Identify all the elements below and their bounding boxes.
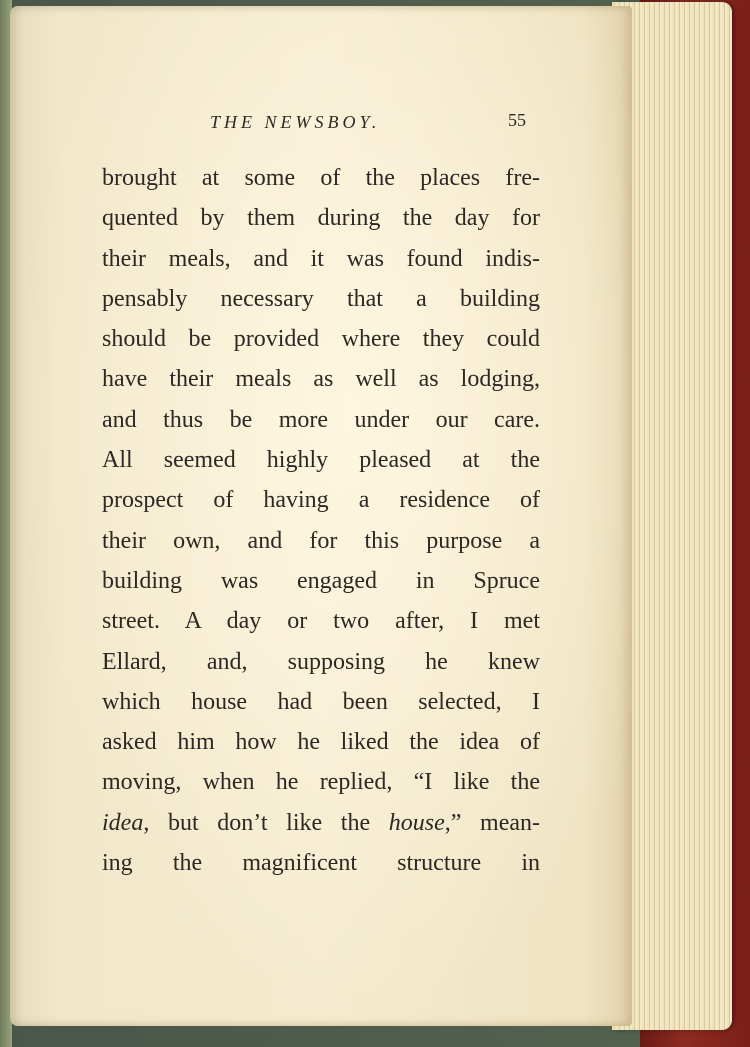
text-line: pensably necessary that a building	[102, 285, 540, 312]
text-line: and thus be more under our care.	[102, 406, 540, 433]
text-line: All seemed highly pleased at the	[102, 447, 540, 474]
text-line: building was engaged in Spruce	[102, 567, 540, 594]
book-page	[10, 6, 632, 1026]
page-number: 55	[508, 110, 526, 130]
text-line: prospect of having a residence of	[102, 487, 540, 514]
text-line: their meals, and it was found indis-	[102, 245, 540, 272]
text-line: ing the magnificent structure in	[102, 850, 540, 877]
text-line: asked him how he liked the idea of	[102, 729, 540, 756]
italic-word-house: house	[388, 809, 445, 836]
text-line: moving, when he replied, “I like the	[102, 769, 540, 796]
running-head: THE NEWSBOY.	[210, 112, 381, 132]
text-line: their own, and for this purpose a	[102, 527, 540, 554]
text-line: street. A day or two after, I met	[102, 608, 540, 635]
text-line-italic	[102, 803, 540, 843]
text-line: have their meals as well as lodging,	[102, 366, 540, 393]
text-line: Ellard, and, supposing he knew	[102, 648, 540, 675]
italic-word-idea: idea	[102, 809, 144, 836]
text-line: should be provided where they could	[102, 326, 540, 353]
text-line: quented by them during the day for	[102, 205, 540, 232]
text-segment: ,” mean-	[444, 809, 540, 836]
text-line: brought at some of the places fre-	[102, 165, 540, 191]
text-line: which house had been selected, I	[102, 688, 540, 715]
body-text	[102, 158, 540, 883]
text-segment: , but don’t like the	[143, 809, 389, 836]
